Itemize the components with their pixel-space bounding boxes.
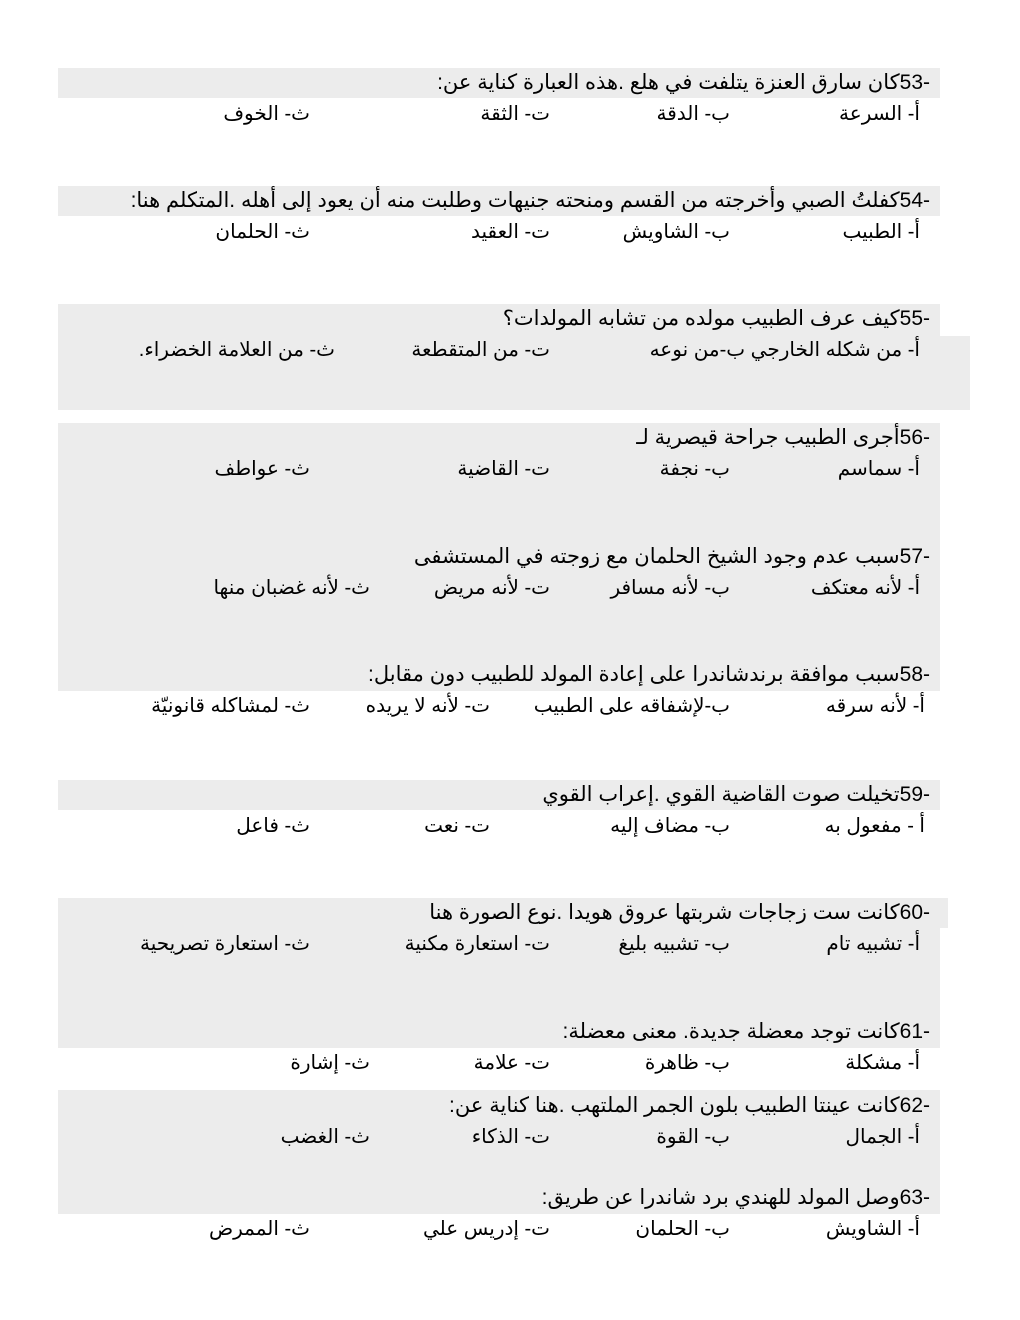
question-stem [542, 782, 930, 808]
question-number: 63- [899, 1186, 930, 1209]
option-d[interactable]: ث- فاعل [236, 815, 310, 837]
option-c[interactable]: ت- العقيد [471, 221, 550, 243]
question-text: كيف عرف الطبيب مولده من تشابه المولدات؟ [502, 307, 900, 330]
question-stem [414, 544, 930, 570]
option-a[interactable]: أ- الطبيب [842, 221, 920, 243]
option-a[interactable]: أ- سماسم [837, 458, 920, 480]
option-a[interactable]: أ- الشاويش [825, 1218, 920, 1240]
option-a[interactable]: أ- الجمال [845, 1126, 920, 1148]
option-b[interactable]: ب- الشاويش [622, 221, 730, 243]
option-c[interactable]: ت- إدريس علي [422, 1218, 550, 1240]
option-c[interactable]: ت- القاضية [457, 458, 550, 480]
option-d[interactable]: ث- لمشاكله قانونيّة [151, 695, 310, 717]
option-c[interactable]: ت- استعارة مكنية [404, 933, 550, 955]
question-text: أجرى الطبيب جراحة قيصرية لـ [636, 426, 900, 449]
question-number: 61- [899, 1020, 930, 1043]
option-a[interactable]: أ- مشكلة [845, 1052, 920, 1074]
question-stem [563, 1019, 930, 1045]
question-text: كان سارق العنزة يتلفت في هلع .هذه العبارة كناية عن: [437, 71, 900, 94]
option-a[interactable]: أ- تشبيه تام [826, 933, 920, 955]
question-text: كانت ست زجاجات شربتها عروق هويدا .نوع الصورة هنا [429, 901, 900, 924]
question-stem [429, 900, 930, 926]
option-c[interactable]: ت- علامة [473, 1052, 550, 1074]
option-a[interactable]: أ- السرعة [839, 103, 920, 125]
question-text: تخيلت صوت القاضية القوي .إعراب القوي [542, 783, 900, 806]
option-a[interactable]: أ - مفعول به [824, 815, 925, 837]
option-c[interactable]: ت- الثقة [480, 103, 550, 125]
option-b[interactable]: ب- القوة [656, 1126, 730, 1148]
question-number: 55- [899, 307, 930, 330]
option-d[interactable]: ث- إشارة [290, 1052, 370, 1074]
option-d[interactable]: ث- استعارة تصريحية [139, 933, 310, 955]
question-text: سبب موافقة برندشاندرا على إعادة المولد للطبيب دون مقابل: [368, 663, 900, 686]
question-number: 57- [899, 545, 930, 568]
question-stem [368, 662, 930, 688]
question-number: 54- [899, 189, 930, 212]
option-a[interactable]: أ- لأنه معتكف [810, 577, 920, 599]
option-b[interactable]: ب- ظاهرة [644, 1052, 730, 1074]
option-a-b[interactable]: أ- من شكله الخارجي ب-من نوعه [649, 339, 920, 361]
option-c[interactable]: ت- لأنه مريض [433, 577, 550, 599]
question-stem [131, 188, 930, 214]
option-d[interactable]: ث- من العلامة الخضراء. [138, 339, 335, 361]
option-c[interactable]: ت- من المتقطعة [411, 339, 550, 361]
question-text: سبب عدم وجود الشيخ الحلمان مع زوجته في المستشفى [413, 545, 900, 568]
question-number: 56- [899, 426, 930, 449]
question-stem [542, 1185, 930, 1211]
option-c[interactable]: ت- لأنه لا يريده [365, 695, 490, 717]
question-text: وصل المولد للهندي برد شاندرا عن طريق: [541, 1186, 900, 1209]
option-d[interactable]: ث- الخوف [223, 103, 310, 125]
option-b[interactable]: ب- الحلمان [635, 1218, 730, 1240]
option-d[interactable]: ث- لأنه غضبان منها [213, 577, 370, 599]
option-c[interactable]: ت- الذكاء [471, 1126, 550, 1148]
question-stem [503, 306, 930, 332]
option-d[interactable]: ث- الممرض [208, 1218, 310, 1240]
question-number: 58- [899, 663, 930, 686]
option-a[interactable]: أ- لأنه سرقه [825, 695, 925, 717]
option-b[interactable]: ب- لأنه مسافر [610, 577, 730, 599]
question-number: 60- [899, 901, 930, 924]
question-stem [449, 1093, 930, 1119]
question-stem [437, 70, 930, 96]
option-d[interactable]: ث- عواطف [214, 458, 310, 480]
option-b[interactable]: ب-لإشفاقه على الطبيب [533, 695, 730, 717]
question-text: كانت عينتا الطبيب بلون الجمر الملتهب .هنا كناية عن: [449, 1094, 900, 1117]
option-b[interactable]: ب- نجفة [659, 458, 730, 480]
question-number: 59- [899, 783, 930, 806]
option-b[interactable]: ب- تشبيه بليغ [618, 933, 730, 955]
question-number: 62- [899, 1094, 930, 1117]
option-b[interactable]: ب- مضاف إليه [610, 815, 730, 837]
option-c[interactable]: ت- نعت [424, 815, 490, 837]
question-stem [636, 425, 930, 451]
option-d[interactable]: ث- الحلمان [215, 221, 310, 243]
question-text: كانت توجد معضلة جديدة. معنى معضلة: [562, 1020, 900, 1043]
option-b[interactable]: ب- الدقة [656, 103, 730, 125]
option-d[interactable]: ث- الغضب [280, 1126, 370, 1148]
question-number: 53- [899, 71, 930, 94]
question-text: كفلتُ الصبي وأخرجته من القسم ومنحته جنيهات وطلبت منه أن يعود إلى أهله .المتكلم هنا: [130, 189, 900, 212]
